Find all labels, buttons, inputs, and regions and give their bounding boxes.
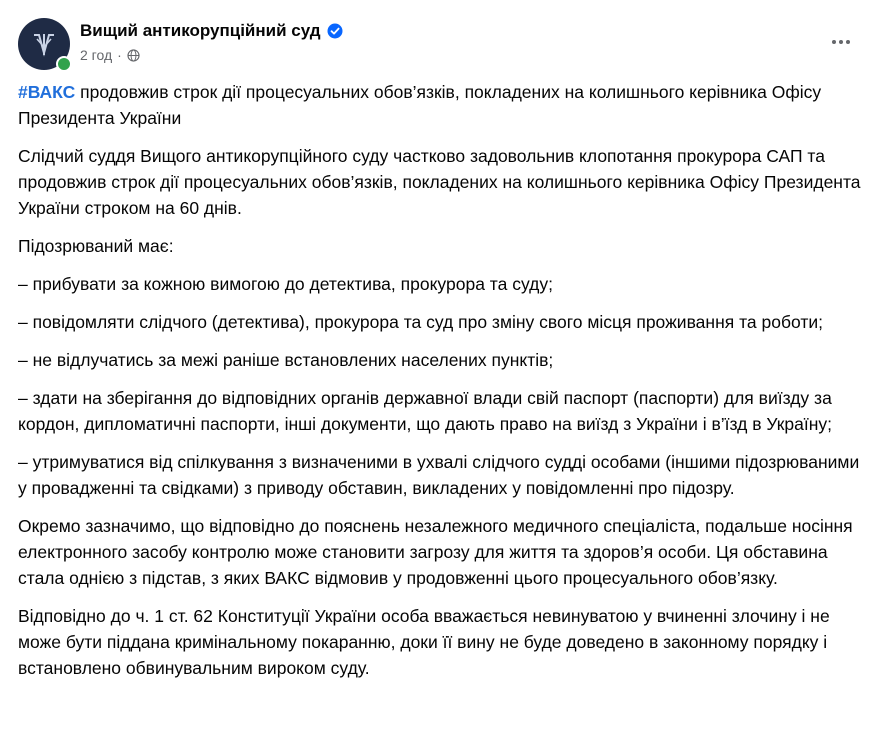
verified-badge-icon [327, 23, 343, 39]
hashtag-link[interactable]: #ВАКС [18, 82, 76, 102]
post-paragraph: Підозрюваний має: [18, 236, 174, 256]
post-paragraph: Відповідно до ч. 1 ст. 62 Конституції України особа вважається невинуватою у вчиненні злочину і не може бути піддана кримінальному покаранню, доки її вину не буде доведено в законному порядку і встановлено обвинувальним вироком суду. [18, 606, 830, 678]
post-timestamp[interactable]: 2 год [80, 47, 113, 63]
more-options-icon [830, 31, 852, 53]
post-paragraph: Окремо зазначимо, що відповідно до пояснень незалежного медичного спеціаліста, подальше носіння електронного засобу контролю може становити загрозу для життя та здоров’я особи. Ця обставина стала однією з підстав, з яких ВАКС відмовив у продовженні цього процесуального обов’язку. [18, 516, 853, 588]
post-paragraph: – повідомляти слідчого (детектива), прокурора та суд про зміну свого місця проживання та роботи; [18, 312, 823, 332]
post-header [18, 18, 859, 70]
post-paragraph: – не відлучатись за межі раніше встановлених населених пунктів; [18, 350, 554, 370]
more-options-button[interactable] [823, 24, 859, 60]
post-meta [80, 47, 140, 63]
post-paragraph: – прибувати за кожною вимогою до детектива, прокурора та суду; [18, 274, 553, 294]
post-body [18, 79, 861, 693]
post-paragraph: – утримуватися від спілкування з визначеними в ухвалі слідчого судді особами (іншими підозрюваними у провадженні та свідками) з приводу обставин, викладених у повідомленні про підозру. [18, 452, 860, 498]
meta-separator: · [117, 47, 122, 63]
page-name[interactable]: Вищий антикорупційний суд [80, 21, 321, 40]
online-status-dot [56, 56, 72, 72]
paragraph-text: продовжив строк дії процесуальних обов’язків, покладених на колишнього керівника Офісу Президента України [18, 82, 822, 128]
post-paragraph: – здати на зберігання до відповідних органів державної влади свій паспорт (паспорти) для виїзду за кордон, дипломатичні паспорти, інші документи, що дають право на виїзд з України і в’їзд в Україну; [18, 388, 832, 434]
author-row [80, 21, 343, 41]
post-paragraph [18, 79, 861, 131]
post-paragraph: Слідчий суддя Вищого антикорупційного суду частково задовольнив клопотання прокурора САП та продовжив строк дії процесуальних обов’язків, покладених на колишнього керівника Офісу Президента України строком на 60 днів. [18, 146, 861, 218]
court-emblem-icon [29, 29, 59, 59]
globe-icon [127, 49, 140, 62]
